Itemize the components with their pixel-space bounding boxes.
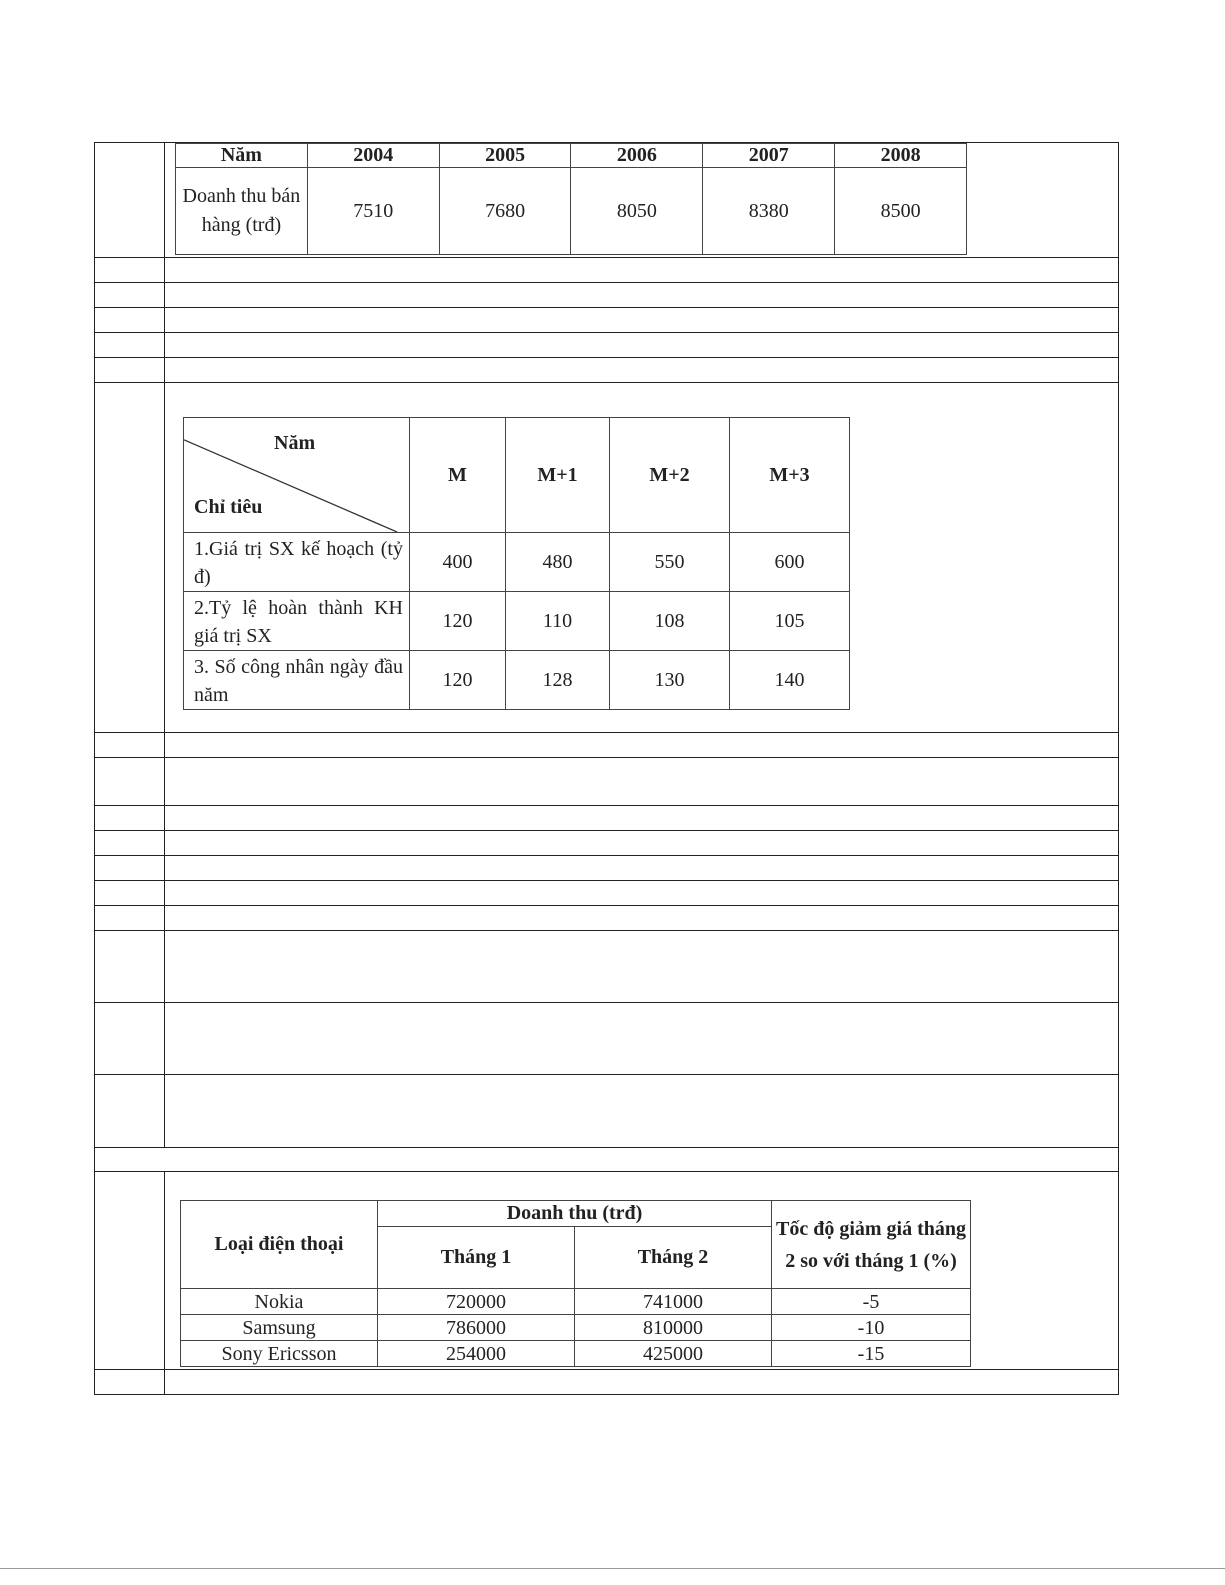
value-cell: 108 bbox=[610, 592, 730, 651]
question-grid bbox=[94, 142, 1119, 1395]
content-cell bbox=[165, 806, 1119, 831]
content-cell bbox=[165, 258, 1119, 283]
content-cell bbox=[165, 906, 1119, 931]
section-row bbox=[95, 1148, 1119, 1172]
index-cell bbox=[95, 258, 165, 283]
value-cell: 8050 bbox=[571, 168, 703, 255]
value-cell: 425000 bbox=[575, 1341, 772, 1367]
content-cell bbox=[165, 758, 1119, 806]
year-cell: 2004 bbox=[307, 144, 439, 168]
period-header: M+3 bbox=[730, 418, 850, 533]
price-drop-header: Tốc độ giảm giá tháng 2 so với tháng 1 (%) bbox=[772, 1201, 971, 1289]
month1-header: Tháng 1 bbox=[378, 1227, 575, 1289]
index-cell bbox=[95, 358, 165, 383]
value-cell: 600 bbox=[730, 533, 850, 592]
content-cell bbox=[165, 283, 1119, 308]
value-cell: 128 bbox=[506, 651, 610, 710]
content-cell bbox=[165, 333, 1119, 358]
index-cell bbox=[95, 308, 165, 333]
content-cell bbox=[165, 1172, 1119, 1370]
index-cell bbox=[95, 931, 165, 1003]
content-cell bbox=[165, 931, 1119, 1003]
indicator-label: 1.Giá trị SX kế hoạch (tỷ đ) bbox=[184, 533, 410, 592]
production-table bbox=[183, 417, 850, 710]
index-cell bbox=[95, 1075, 165, 1148]
year-cell: 2008 bbox=[835, 144, 967, 168]
value-cell: 254000 bbox=[378, 1341, 575, 1367]
period-header: M bbox=[410, 418, 506, 533]
index-cell bbox=[95, 333, 165, 358]
index-cell bbox=[95, 1370, 165, 1395]
period-header: M+1 bbox=[506, 418, 610, 533]
year-cell: 2005 bbox=[439, 144, 571, 168]
value-cell: 130 bbox=[610, 651, 730, 710]
value-cell: 120 bbox=[410, 651, 506, 710]
phone-revenue-table bbox=[180, 1200, 971, 1367]
content-cell bbox=[165, 308, 1119, 333]
value-cell: 120 bbox=[410, 592, 506, 651]
content-cell bbox=[165, 881, 1119, 906]
index-cell bbox=[95, 383, 165, 733]
value-cell: -10 bbox=[772, 1315, 971, 1341]
value-cell: 140 bbox=[730, 651, 850, 710]
content-cell bbox=[165, 383, 1119, 733]
index-cell bbox=[95, 283, 165, 308]
content-cell bbox=[165, 856, 1119, 881]
index-cell bbox=[95, 733, 165, 758]
year-cell: 2007 bbox=[703, 144, 835, 168]
value-cell: 110 bbox=[506, 592, 610, 651]
value-cell: 400 bbox=[410, 533, 506, 592]
content-cell bbox=[165, 1075, 1119, 1148]
index-cell bbox=[95, 806, 165, 831]
index-cell bbox=[95, 831, 165, 856]
value-cell: 550 bbox=[610, 533, 730, 592]
page-bottom-rule bbox=[0, 1568, 1225, 1569]
index-cell bbox=[95, 1003, 165, 1075]
row-label: Doanh thu bán hàng (trđ) bbox=[176, 168, 308, 255]
value-cell: 105 bbox=[730, 592, 850, 651]
phone-name: Sony Ericsson bbox=[181, 1341, 378, 1367]
index-cell bbox=[95, 143, 165, 258]
value-cell: 810000 bbox=[575, 1315, 772, 1341]
content-cell bbox=[165, 733, 1119, 758]
index-cell bbox=[95, 1172, 165, 1370]
corner-indicator-label: Chỉ tiêu bbox=[194, 496, 263, 518]
content-cell bbox=[165, 143, 1119, 258]
value-cell: 720000 bbox=[378, 1289, 575, 1315]
content-cell bbox=[165, 831, 1119, 856]
year-cell: 2006 bbox=[571, 144, 703, 168]
phone-name: Nokia bbox=[181, 1289, 378, 1315]
value-cell: 8380 bbox=[703, 168, 835, 255]
phone-name: Samsung bbox=[181, 1315, 378, 1341]
value-cell: -15 bbox=[772, 1341, 971, 1367]
index-cell bbox=[95, 856, 165, 881]
value-cell: 8500 bbox=[835, 168, 967, 255]
corner-year-label: Năm bbox=[274, 432, 316, 454]
month2-header: Tháng 2 bbox=[575, 1227, 772, 1289]
value-cell: -5 bbox=[772, 1289, 971, 1315]
phone-type-header: Loại điện thoại bbox=[181, 1201, 378, 1289]
value-cell: 7510 bbox=[307, 168, 439, 255]
indicator-label: 2.Tỷ lệ hoàn thành KH giá trị SX bbox=[184, 592, 410, 651]
index-cell bbox=[95, 906, 165, 931]
value-cell: 741000 bbox=[575, 1289, 772, 1315]
content-cell bbox=[165, 358, 1119, 383]
index-cell bbox=[95, 758, 165, 806]
value-cell: 786000 bbox=[378, 1315, 575, 1341]
indicator-label: 3. Số công nhân ngày đầu năm bbox=[184, 651, 410, 710]
content-cell bbox=[165, 1003, 1119, 1075]
revenue-header: Doanh thu (trđ) bbox=[378, 1201, 772, 1227]
value-cell: 480 bbox=[506, 533, 610, 592]
period-header: M+2 bbox=[610, 418, 730, 533]
value-cell: 7680 bbox=[439, 168, 571, 255]
index-cell bbox=[95, 881, 165, 906]
content-cell bbox=[165, 1370, 1119, 1395]
year-header: Năm bbox=[176, 144, 308, 168]
diagonal-header-cell bbox=[184, 418, 410, 533]
revenue-table bbox=[175, 143, 967, 255]
